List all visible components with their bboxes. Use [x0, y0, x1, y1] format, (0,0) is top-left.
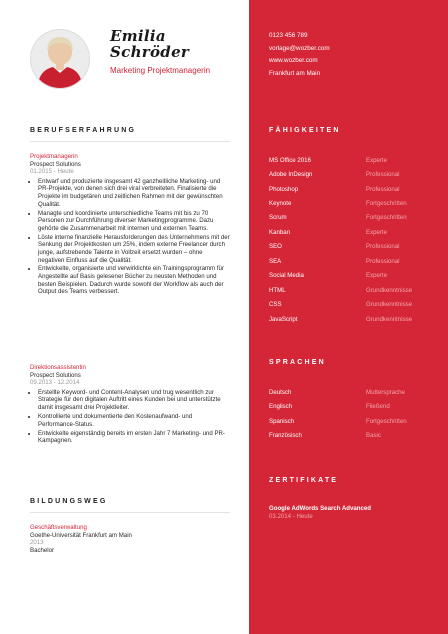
skill-name: JavaScript [269, 315, 298, 323]
skill-level: Professional [366, 171, 400, 179]
skill-level: Grundkenntnisse [366, 286, 413, 294]
skill-level: Professional [366, 185, 400, 193]
certificate-name: Google AdWords Search Advanced [269, 505, 372, 512]
skill-name: Scrum [269, 214, 287, 222]
experience-company: Prospect Solutions [30, 371, 81, 379]
skill-level: Professional [366, 257, 400, 265]
section-heading-languages: SPRACHEN [269, 359, 326, 366]
skill-row [269, 225, 429, 239]
education-year: 2013 [30, 539, 44, 547]
profile-photo [30, 29, 90, 89]
bullet-item: • Erstellte Keyword- und Content-Analysen und trug wesentlich zur Strategie für den digitalen Auftritt eines Kunden bei und unterstützte damit insgesamt drei Projektleiter. [38, 389, 230, 412]
contact-block [269, 30, 330, 80]
skill-level: Experte [366, 228, 388, 236]
skill-row [269, 167, 429, 181]
skill-level: Grundkenntnisse [366, 315, 413, 323]
language-level: Muttersprache [366, 388, 405, 396]
skill-row [269, 196, 429, 210]
bullet-item: • Managte und koordinierte unterschiedliche Teams mit bis zu 70 Personen zur Durchführung diverser Marketingprogramme. Dazu gehörte die Zusammenarbeit mit internen und externen Teams. [38, 210, 230, 233]
contact-email: vorlage@wozber.com [269, 44, 330, 52]
skill-row [269, 211, 429, 225]
language-name: Englisch [269, 403, 293, 411]
education-entry [30, 524, 230, 554]
skill-name: CSS [269, 301, 282, 309]
skill-level: Grundkenntnisse [366, 301, 413, 309]
language-level: Fortgeschritten [366, 417, 407, 425]
experience-dates: 09.2013 - 12.2014 [30, 379, 80, 387]
section-heading-skills: FÄHIGKEITEN [269, 127, 341, 134]
contact-phone: 0123 456 789 [269, 32, 308, 39]
skill-level: Fortgeschritten [366, 200, 407, 208]
skill-name: HTML [269, 286, 286, 294]
education-school: Goethe-Universität Frankfurt am Main [30, 531, 132, 539]
skill-row [269, 269, 429, 283]
experience-role: Direktionsassistentin [30, 364, 86, 371]
bullet-item: • Entwickelte eigenständig bereits im ersten Jahr 7 Marketing- und PR-Kampagnen. [38, 430, 230, 445]
divider [30, 141, 230, 142]
experience-dates: 01.2015 - Heute [30, 168, 74, 176]
section-heading-certificates: ZERTIFIKATE [269, 477, 339, 484]
language-level: Fließend [366, 403, 390, 411]
experience-role: Projektmanagerin [30, 153, 78, 160]
bullet-item: • Kontrollierte und dokumentierte den Kostenaufwand- und Performance-Status. [38, 413, 230, 428]
language-name: Spanisch [269, 417, 295, 425]
language-row [269, 414, 429, 428]
experience-bullets [30, 178, 230, 296]
language-row [269, 428, 429, 442]
skill-name: Kanban [269, 228, 291, 236]
skill-row [269, 254, 429, 268]
language-name: Deutsch [269, 388, 292, 396]
contact-website: www.wozber.com [269, 57, 318, 64]
certificate-entry [269, 505, 371, 521]
language-name: Französisch [269, 432, 302, 440]
skill-level: Fortgeschritten [366, 214, 407, 222]
skill-row [269, 182, 429, 196]
section-heading-experience: BERUFSERFAHRUNG [30, 127, 137, 134]
bullet-item: • Löste interne finanzielle Herausforderungen des Unternehmens mit der Senkung der Projektkosten um 25%, indem externe Freelancer durch junge, aufstrebende Talente in Vollzeit ersetzt wurden – ohne negativen Einfluss auf die Qualität. [38, 234, 230, 264]
bullet-item: • Entwarf und produzierte insgesamt 42 ganzheitliche Marketing- und PR-Projekte, von denen sich drei viral verbreiteten. Finalisierte die Projekte im budgetären und zeitlichen Rahmen mit der gewünschten Qualität. [38, 178, 230, 208]
experience-bullets [30, 389, 230, 445]
skill-name: SEA [269, 257, 282, 265]
skill-name: Photoshop [269, 185, 299, 193]
section-heading-education: BILDUNGSWEG [30, 498, 108, 505]
skill-level: Professional [366, 243, 400, 251]
divider [30, 512, 230, 513]
contact-location: Frankfurt am Main [269, 69, 321, 77]
skill-name: MS Office 2016 [269, 156, 311, 164]
profile-photo-image [31, 30, 89, 88]
skill-row [269, 240, 429, 254]
languages-list [269, 385, 429, 443]
first-name: Emilia [110, 27, 166, 45]
skill-row [269, 297, 429, 311]
skill-name: Keynote [269, 200, 292, 208]
skill-name: SEO [269, 243, 282, 251]
education-degree: Geschäftsverwaltung [30, 524, 87, 531]
skill-level: Experte [366, 156, 388, 164]
language-row [269, 385, 429, 399]
skill-level: Experte [366, 272, 388, 280]
skill-row [269, 312, 429, 326]
last-name: Schröder [110, 43, 190, 61]
experience-entry [30, 153, 230, 297]
bullet-item: • Entwickelte, organisierte und verwirklichte ein Trainingsprogramm für Angestellte auf Basis gelesener Bücher zu neusten Methoden und besten Beispielen. Dadurch wurde sowohl der Workflow als auch der Output des Teams verbessert. [38, 265, 230, 295]
education-level: Bachelor [30, 546, 55, 554]
skill-row [269, 283, 429, 297]
language-row [269, 399, 429, 413]
skill-name: Social Media [269, 272, 304, 280]
skills-list [269, 153, 429, 326]
language-level: Basic [366, 432, 381, 440]
certificate-date: 03.2014 - Heute [269, 513, 313, 520]
experience-entry [30, 364, 230, 446]
skill-name: Adobe InDesign [269, 171, 313, 179]
experience-company: Prospect Solutions [30, 160, 81, 168]
skill-row [269, 153, 429, 167]
candidate-name [110, 28, 245, 60]
job-title: Marketing Projektmanagerin [110, 66, 211, 75]
